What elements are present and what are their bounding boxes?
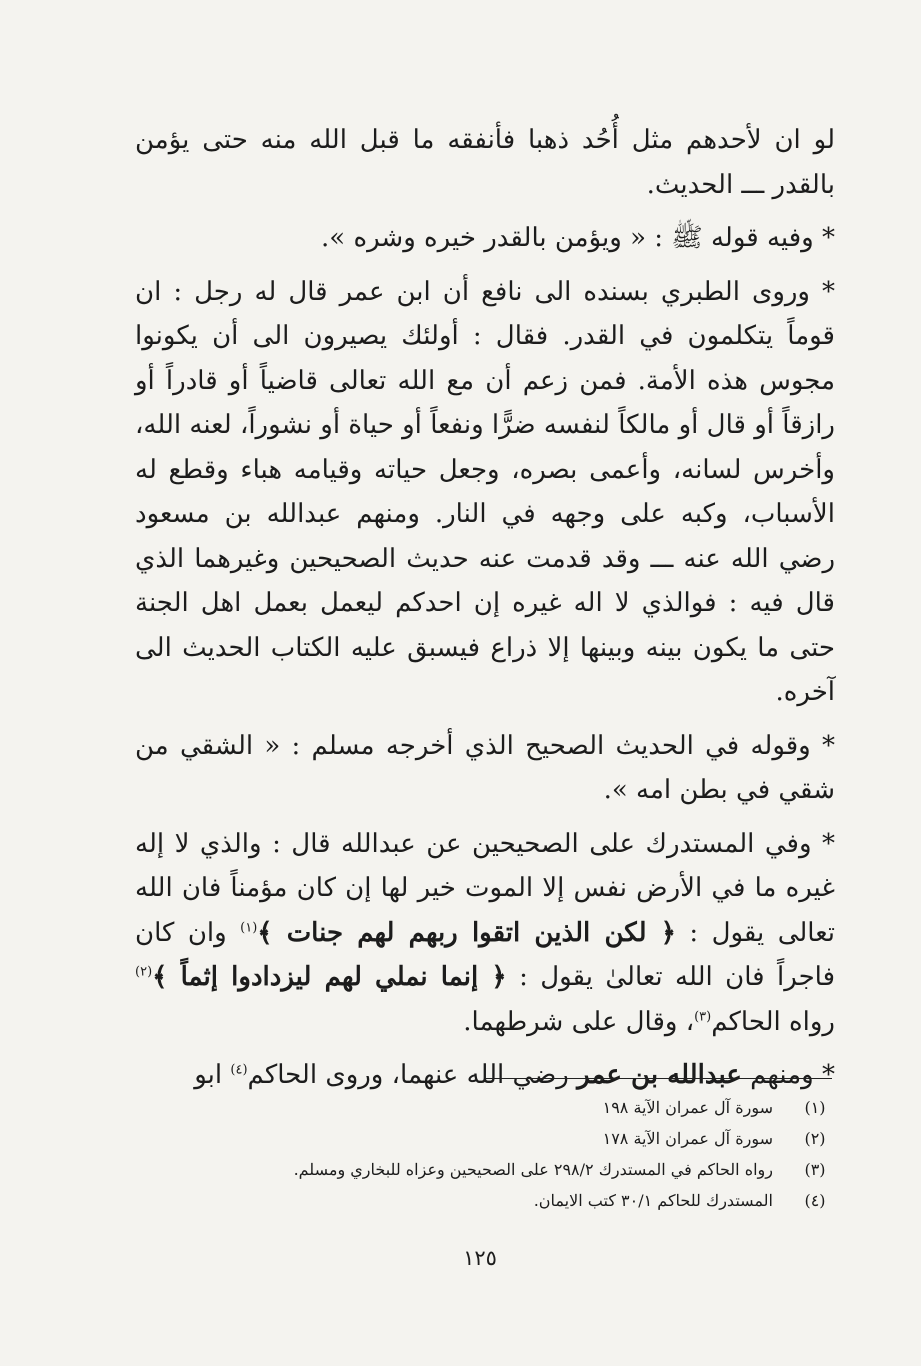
footnote-number: (٤) bbox=[804, 1191, 826, 1210]
footnote-text: سورة آل عمران الآية ١٧٨ bbox=[602, 1129, 773, 1148]
footnote-2 bbox=[180, 1123, 835, 1154]
footnote-number: (٣) bbox=[804, 1160, 826, 1179]
footnote-divider bbox=[486, 1078, 832, 1079]
paragraph-6-text-3: ابو bbox=[194, 1060, 231, 1090]
footnote-1 bbox=[180, 1092, 835, 1123]
quran-verse-1: ﴿ لكن الذين اتقوا ربهم لهم جنات ﴾ bbox=[257, 917, 676, 948]
paragraph-1: لو ان لأحدهم مثل أُحُد ذهبا فأنفقه ما قبل الله منه حتى يؤمن بالقدر ـــ الحديث. bbox=[135, 125, 835, 200]
narrator-name: عبدالله بن عمر bbox=[577, 1060, 742, 1090]
footnote-ref-3: (٣) bbox=[694, 1008, 712, 1024]
paragraph-5 bbox=[135, 822, 835, 1045]
paragraph-6-text-2: رضي الله عنهما، وروى الحاكم bbox=[247, 1060, 578, 1090]
footnote-3 bbox=[180, 1154, 835, 1185]
paragraph-5-text-3: رواه الحاكم bbox=[711, 1006, 835, 1037]
paragraph-4: * وقوله في الحديث الصحيح الذي أخرجه مسلم : « الشقي من شقي في بطن امه ». bbox=[135, 730, 835, 805]
footnote-ref-4: (٤) bbox=[230, 1062, 248, 1078]
footnote-ref-2: (٢) bbox=[135, 964, 153, 980]
footnote-ref-1: (١) bbox=[240, 919, 258, 935]
paragraph-3: * وروى الطبري بسنده الى نافع أن ابن عمر قال له رجل : ان قوماً يتكلمون في القدر. فقال : أولئك يصيرون الى أن يكونوا مجوس هذه الأمة. فمن زعم أن مع الله تعالى قاضياً أو قادراً أو رازقاً أو قال أو مالكاً لنفسه ضرًّا ونفعاً أو حياة أو نشوراً، لعنه الله، وأخرس لسانه، وأعمى بصره، وجعل حياته وقيامه هباء وقطع له الأسباب، وكبه على وجهه في النار. ومنهم عبدالله بن مسعود رضي الله عنه ـــ وقد قدمت عنه حديث الصحيحين وغيرهما الذي قال فيه : فوالذي لا اله غيره إن احدكم ليعمل بعمل اهل الجنة حتى ما يكون بينه وبينها إلا ذراع فيسبق عليه الكتاب الحديث الى آخره. bbox=[135, 276, 835, 707]
quran-verse-2: ﴿ إنما نملي لهم ليزدادوا إثماً ﴾ bbox=[152, 962, 507, 992]
page-number: ١٢٥ bbox=[463, 1246, 497, 1270]
footnote-text: سورة آل عمران الآية ١٩٨ bbox=[602, 1098, 773, 1117]
footnote-text: رواه الحاكم في المستدرك ٢٩٨/٢ على الصحيحين وعزاه للبخاري ومسلم. bbox=[293, 1160, 773, 1179]
paragraph-6 bbox=[135, 1053, 835, 1098]
main-text bbox=[135, 118, 835, 1098]
paragraph-5-text-2: وان كان فاجراً فان الله تعالىٰ يقول : bbox=[135, 917, 836, 992]
paragraph-5-text-4: ، وقال على شرطهما. bbox=[463, 1006, 695, 1037]
footnote-number: (٢) bbox=[804, 1129, 826, 1148]
footnote-text: المستدرك للحاكم ٣٠/١ كتب الايمان. bbox=[533, 1191, 773, 1210]
paragraph-5-text-1: * وفي المستدرك على الصحيحين عن عبدالله قال : والذي لا إله غيره ما في الأرض نفس إلا الموت خير لها إن كان مؤمناً فان الله تعالى يقول : bbox=[135, 828, 835, 948]
footnote-4 bbox=[180, 1185, 835, 1216]
paragraph-6-text-1: * ومنهم bbox=[741, 1060, 835, 1090]
paragraph-2: * وفيه قوله ﷺ : « ويؤمن بالقدر خيره وشره ». bbox=[321, 223, 835, 253]
footnote-number: (١) bbox=[804, 1098, 826, 1117]
footnotes bbox=[180, 1092, 835, 1216]
